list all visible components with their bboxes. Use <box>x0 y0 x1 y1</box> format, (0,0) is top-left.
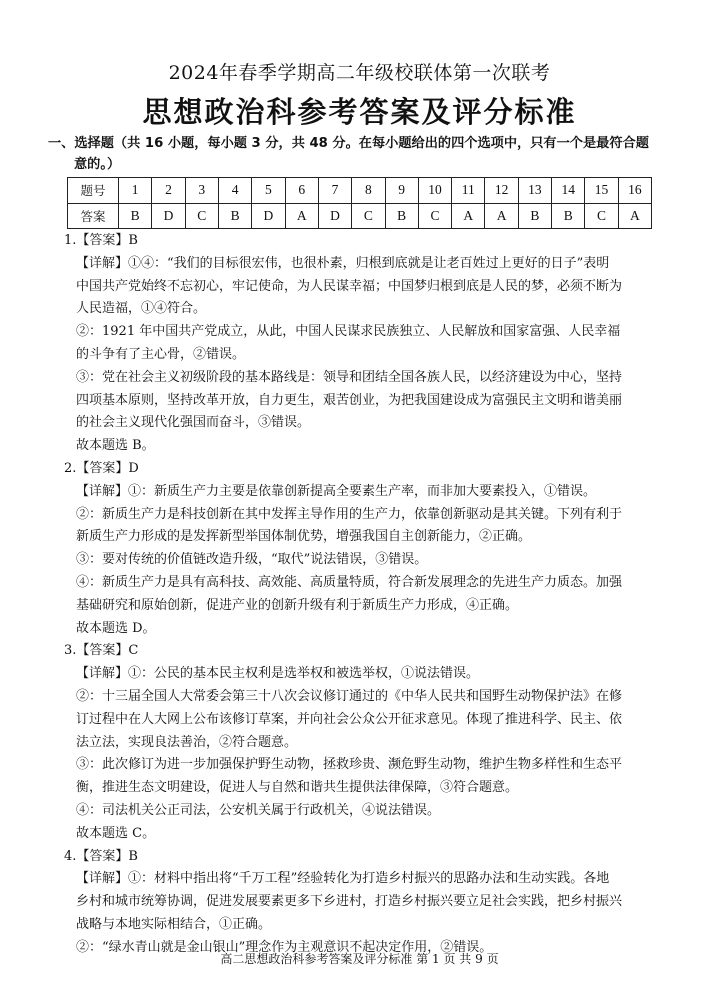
text-line: 基础研究和原始创新，促进产业的创新升级有利于新质生产力形成，④正确。 <box>76 597 519 613</box>
question-2-answer: 2.【答案】D <box>64 460 139 476</box>
table-cell: 13 <box>518 178 551 204</box>
text-line: 四项基本原则，坚持改革开放，自力更生，艰苦创业，为把我国建设成为富强民主文明和谐美丽 <box>76 392 623 408</box>
table-cell: C <box>185 203 218 229</box>
table-cell: A <box>618 203 651 229</box>
table-cell: 2 <box>152 178 185 204</box>
text-line: 【详解】①：材料中指出将“千万工程”经验转化为打造乡村振兴的思路办法和生动实践。各地 <box>76 871 610 887</box>
answer-table <box>67 177 652 229</box>
section-heading <box>48 133 673 175</box>
text-line: 战略与本地实际相结合，①正确。 <box>76 916 272 932</box>
table-cell: D <box>152 203 185 229</box>
exam-subtitle: 2024年春季学期高二年级校联体第一次联考 <box>168 62 551 84</box>
table-cell: B <box>385 203 418 229</box>
text-line: 【详解】①：新质生产力主要是依靠创新提高全要素生产率，而非加大要素投入，①错误。 <box>76 483 597 499</box>
table-cell: 15 <box>585 178 618 204</box>
row-label-answer: 答案 <box>68 203 119 229</box>
table-cell: B <box>218 203 251 229</box>
table-cell: D <box>252 203 285 229</box>
table-cell: A <box>285 203 318 229</box>
text-line: 人民造福，①④符合。 <box>76 301 207 317</box>
text-line: ④：司法机关公正司法，公安机关属于行政机关，④说法错误。 <box>76 802 441 818</box>
table-cell: C <box>418 203 451 229</box>
text-line: ④：新质生产力是具有高科技、高效能、高质量特质，符合新发展理念的先进生产力质态。加强 <box>76 574 623 590</box>
table-cell: C <box>352 203 385 229</box>
table-cell: A <box>485 203 518 229</box>
text-line: 新质生产力形成的是发挥新型举国体制优势，增强我国自主创新能力，②正确。 <box>76 529 532 545</box>
table-cell: 11 <box>452 178 485 204</box>
table-cell: 16 <box>618 178 651 204</box>
text-line: 【详解】①④：“我们的目标很宏伟，也很朴素，归根到底就是让老百姓过上更好的日子”表明 <box>76 255 610 271</box>
section-heading-line1: 一、选择题（共 16 小题，每小题 3 分，共 48 分。在每小题给出的四个选项中，只有一个是最符合题 <box>48 136 649 151</box>
question-3-answer: 3.【答案】C <box>64 643 139 659</box>
text-line: 故本题选 B。 <box>76 438 155 454</box>
section-heading-line2: 意的。） <box>74 157 121 172</box>
table-cell: B <box>552 203 585 229</box>
answer-explanations <box>56 230 666 960</box>
text-line: 故本题选 C。 <box>76 825 156 841</box>
table-cell: 5 <box>252 178 285 204</box>
table-cell: 1 <box>119 178 152 204</box>
table-cell: 9 <box>385 178 418 204</box>
text-line: ②：新质生产力是科技创新在其中发挥主导作用的生产力，依靠创新驱动是其关键。下列有利于 <box>76 506 623 522</box>
text-line: ②：十三届全国人大常委会第三十八次会议修订通过的《中华人民共和国野生动物保护法》在修 <box>76 688 623 704</box>
text-line: 的斗争有了主心骨，②错误。 <box>76 346 246 362</box>
answer-table-answer-row <box>68 203 652 229</box>
table-cell: 8 <box>352 178 385 204</box>
table-cell: C <box>585 203 618 229</box>
page-footer: 高二思想政治科参考答案及评分标准 第 1 页 共 9 页 <box>220 952 499 966</box>
table-cell: 14 <box>552 178 585 204</box>
table-cell: 6 <box>285 178 318 204</box>
text-line: ②：1921 年中国共产党成立，从此，中国人民谋求民族独立、人民解放和国家富强、人民幸福 <box>76 324 621 340</box>
question-1-answer: 1.【答案】B <box>64 233 138 248</box>
text-line: 故本题选 D。 <box>76 620 156 636</box>
table-cell: 3 <box>185 178 218 204</box>
answer-table-number-row <box>68 178 652 204</box>
question-4-answer: 4.【答案】B <box>64 848 138 864</box>
text-line: ③：要对传统的价值链改造升级，“取代”说法错误，③错误。 <box>76 552 428 568</box>
text-line: 【详解】①：公民的基本民主权利是选举权和被选举权，①说法错误。 <box>76 666 480 682</box>
table-cell: D <box>318 203 351 229</box>
text-line: 中国共产党始终不忘初心，牢记使命，为人民谋幸福；中国梦归根到底是人民的梦，必须不断为 <box>76 278 623 294</box>
text-line: 订过程中在人大网上公布该修订草案，并向社会公众公开征求意见。体现了推进科学、民主、依 <box>76 711 623 727</box>
text-line: ③：党在社会主义初级阶段的基本路线是：领导和团结全国各族人民，以经济建设为中心，坚持 <box>76 369 623 385</box>
table-cell: A <box>452 203 485 229</box>
text-line: ②：“绿水青山就是金山银山”理念作为主观意识不起决定作用，②错误。 <box>76 939 493 955</box>
text-line: 法立法，实现良法善治，②符合题意。 <box>76 734 298 750</box>
table-cell: 7 <box>318 178 351 204</box>
table-cell: B <box>518 203 551 229</box>
text-line: 的社会主义现代化强国而奋斗，③错误。 <box>76 415 311 431</box>
text-line: 乡村和城市统筹协调，促进发展要素更多下乡进村，打造乡村振兴要立足社会实践，把乡村振兴 <box>76 894 623 910</box>
table-cell: 10 <box>418 178 451 204</box>
table-cell: 4 <box>218 178 251 204</box>
row-label-number: 题号 <box>68 178 119 204</box>
text-line: 衡，推进生态文明建设，促进人与自然和谐共生提供法律保障，③符合题意。 <box>76 780 519 796</box>
text-line: ③：此次修订为进一步加强保护野生动物，拯救珍贵、濒危野生动物，维护生物多样性和生态平 <box>76 757 623 773</box>
table-cell: B <box>119 203 152 229</box>
table-cell: 12 <box>485 178 518 204</box>
page-title: 思想政治科参考答案及评分标准 <box>142 95 577 129</box>
